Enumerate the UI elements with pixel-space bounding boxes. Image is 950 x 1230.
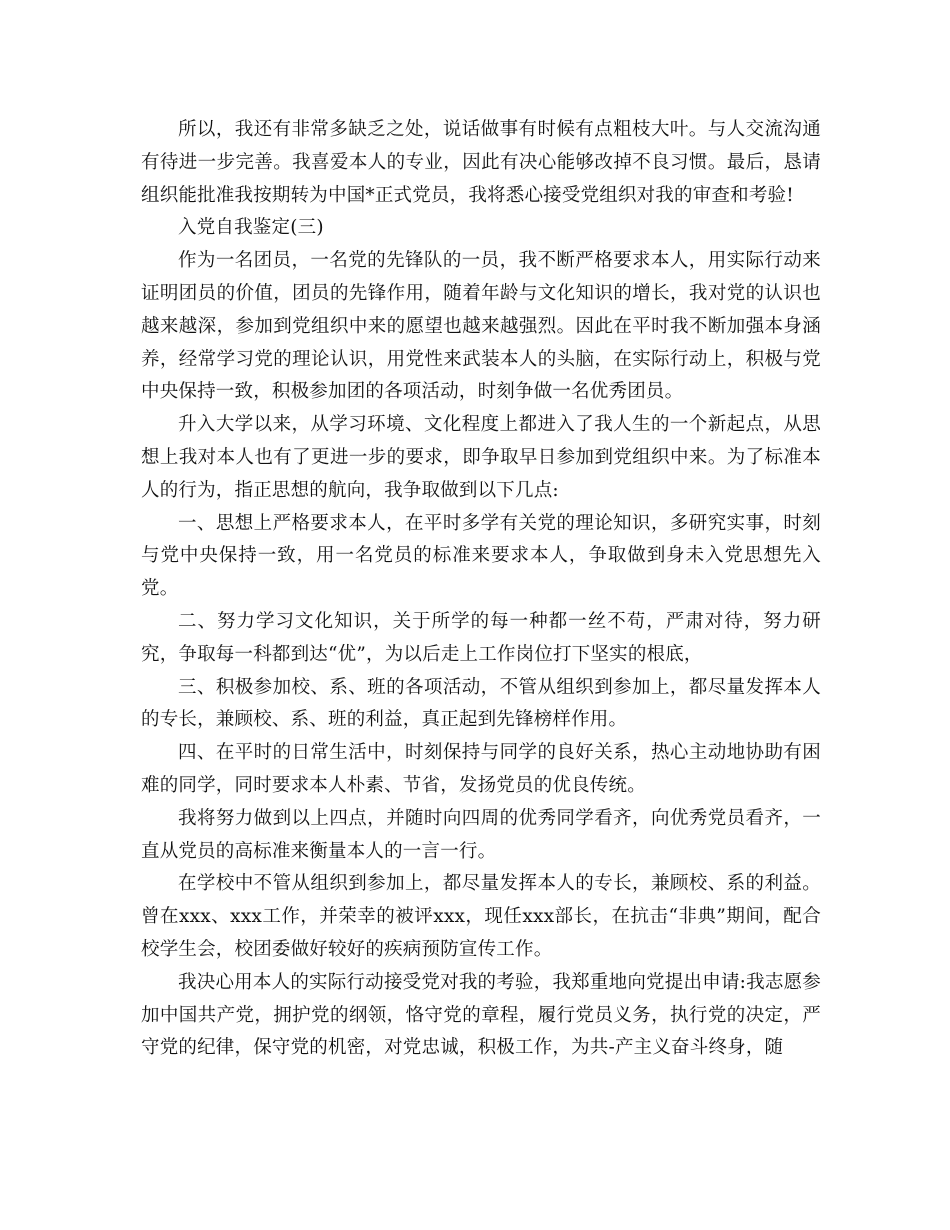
paragraph-10: 我决心用本人的实际行动接受党对我的考验，我郑重地向党提出申请:我志愿参加中国共产党，拥护党的纲领，恪守党的章程，履行党员义务，执行党的决定，严守党的纪律，保守党的机密，对党忠诚，积极工作，为共-产主义奋斗终身，随 (141, 971, 821, 1059)
document-body (141, 114, 821, 1065)
paragraph-6: 三、积极参加校、系、班的各项活动，不管从组织到参加上，都尽量发挥本人的专长，兼顾校、系、班的利益，真正起到先锋榜样作用。 (141, 676, 821, 731)
paragraph-5: 二、努力学习文化知识，关于所学的每一种都一丝不苟，严肃对待，努力研究，争取每一科都到达“优”，为以后走上工作岗位打下坚实的根底， (141, 610, 821, 665)
section-heading: 入党自我鉴定(三) (178, 217, 324, 239)
paragraph-1: 所以，我还有非常多缺乏之处，说话做事有时候有点粗枝大叶。与人交流沟通有待进一步完善。我喜爱本人的专业，因此有决心能够改掉不良习惯。最后，恳请组织能批准我按期转为中国*正式党员，我将悉心接受党组织对我的审查和考验! (141, 119, 821, 206)
paragraph-7: 四、在平时的日常生活中，时刻保持与同学的良好关系，热心主动地协助有困难的同学，同时要求本人朴素、节省，发扬党员的优良传统。 (141, 742, 821, 796)
paragraph-2: 作为一名团员，一名党的先锋队的一员，我不断严格要求本人，用实际行动来证明团员的价值，团员的先锋作用，随着年龄与文化知识的增长，我对党的认识也越来越深，参加到党组织中来的愿望也越来越强烈。因此在平时我不断加强本身涵养，经常学习党的理论认识，用党性来武装本人的头脑，在实际行动上，积极与党中央保持一致，积极参加团的各项活动，时刻争做一名优秀团员。 (141, 250, 821, 403)
paragraph-4: 一、思想上严格要求本人，在平时多学有关党的理论知识，多研究实事，时刻与党中央保持一致，用一名党员的标准来要求本人，争取做到身未入党思想先入党。 (141, 512, 821, 600)
paragraph-8: 我将努力做到以上四点，并随时向四周的优秀同学看齐，向优秀党员看齐，一直从党员的高标准来衡量本人的一言一行。 (141, 807, 821, 862)
paragraph-3: 升入大学以来，从学习环境、文化程度上都进入了我人生的一个新起点，从思想上我对本人也有了更进一步的要求，即争取早日参加到党组织中来。为了标准本人的行为，指正思想的航向，我争取做到以下几点: (141, 414, 821, 501)
paragraph-9: 在学校中不管从组织到参加上，都尽量发挥本人的专长，兼顾校、系的利益。曾在xxx、xxx工作，并荣幸的被评xxx，现任xxx部长，在抗击“非典”期间，配合校学生会，校团委做好较好的疾病预防宣传工作。 (141, 873, 821, 960)
